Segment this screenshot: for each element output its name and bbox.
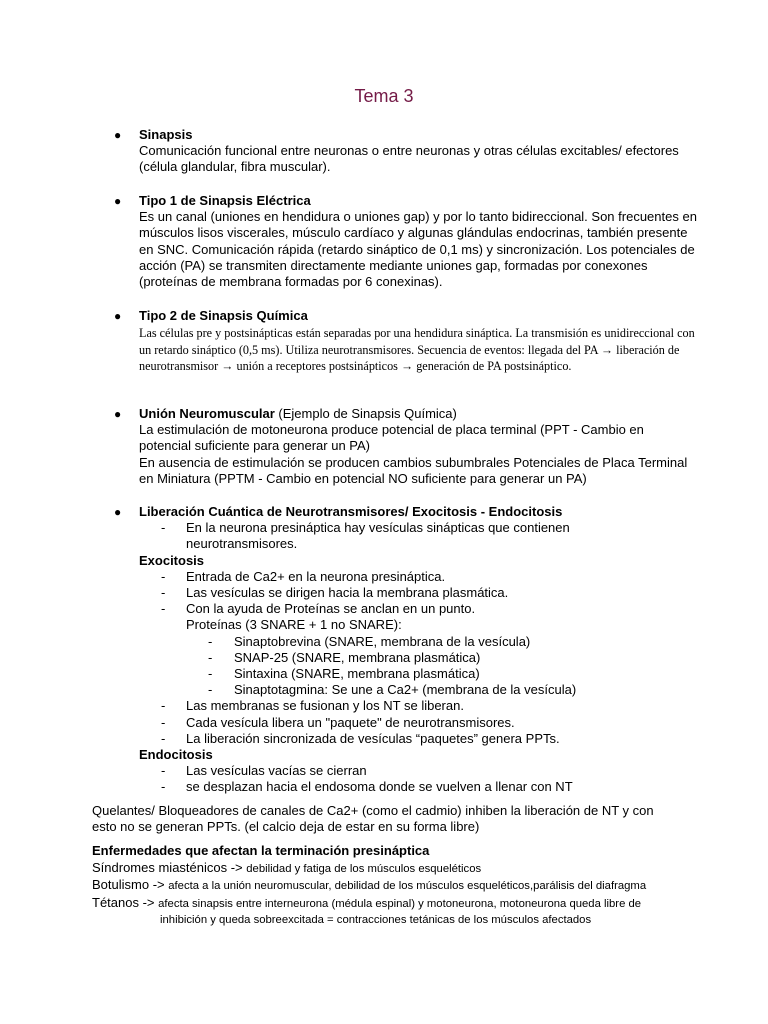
section-tipo-2 — [139, 308, 699, 375]
disease-term: Tétanos -> — [92, 894, 159, 910]
dash-icon: - — [208, 633, 213, 649]
list-item — [139, 715, 719, 731]
dash-icon: - — [208, 682, 213, 698]
endocitosis-heading: Endocitosis — [139, 747, 213, 763]
dash-icon: - — [161, 714, 166, 730]
list-item — [139, 731, 719, 747]
quelantes-paragraph: Quelantes/ Bloqueadores de canales de Ca2+ (como el cadmio) inhiben la liberación de NT y con esto no se generan PPTs. (el calcio deja de estar en su forma libre) — [92, 803, 654, 835]
list-item-text: Con la ayuda de Proteínas se anclan en un punto. — [186, 601, 476, 617]
disease-row — [92, 895, 692, 912]
disease-row — [92, 877, 692, 894]
section-body: La estimulación de motoneurona produce potencial de placa terminal (PPT - Cambio en potencial suficiente para generar un PA) — [139, 422, 644, 454]
section-heading: Liberación Cuántica de Neurotransmisores/ Exocitosis - Endocitosis — [139, 504, 563, 519]
protein-item-text: Sinaptobrevina (SNARE, membrana de la vesícula) — [234, 633, 531, 649]
bullet-icon: ● — [114, 194, 122, 208]
protein-item — [139, 634, 719, 650]
list-item-text: En la neurona presináptica hay vesículas sinápticas que contienen neurotransmisores. — [186, 520, 570, 552]
list-item-text: Las vesículas se dirigen hacia la membrana plasmática. — [186, 585, 509, 601]
protein-item — [139, 650, 719, 666]
proteins-label: Proteínas (3 SNARE + 1 no SNARE): — [186, 617, 402, 633]
section-body: Es un canal (uniones en hendidura o uniones gap) y por lo tanto bidireccional. Son frecuentes en músculos lisos viscerales, músculo cardíaco y algunas glándulas endocrinas, también presente en SNC. Comunicación rápida (retardo sináptico de 0,1 ms) y sincronización. Los potenciales de acción (PA) se transmiten directamente mediante uniones gap, formadas por conexones (proteínas de membrana formadas por 6 conexinas). — [139, 209, 697, 290]
list-item — [139, 520, 586, 552]
section-liberacion — [139, 504, 719, 796]
list-item — [139, 779, 719, 795]
list-item-text: La liberación sincronizada de vesículas “paquetes” genera PPTs. — [186, 730, 560, 746]
section-union-neuromuscular — [139, 406, 699, 487]
dash-icon: - — [161, 568, 166, 584]
bullet-icon: ● — [114, 505, 122, 519]
dash-icon: - — [208, 649, 213, 665]
bullet-icon: ● — [114, 128, 122, 142]
list-item — [139, 763, 719, 779]
enfermedades-heading: Enfermedades que afectan la terminación presináptica — [92, 843, 430, 858]
disease-desc-continuation: inhibición y queda sobreexcitada = contracciones tetánicas de los músculos afectados — [160, 913, 592, 926]
section-body: Comunicación funcional entre neuronas o entre neuronas y otras células excitables/ efectores (célula glandular, fibra muscular). — [139, 143, 679, 175]
dash-icon: - — [161, 601, 166, 617]
protein-item — [139, 682, 719, 698]
dash-icon: - — [161, 585, 166, 601]
enfermedades-section — [92, 843, 692, 928]
list-item — [139, 698, 719, 714]
protein-item-text: Sintaxina (SNARE, membrana plasmática) — [234, 666, 480, 682]
section-heading: Unión Neuromuscular — [139, 406, 275, 421]
section-sinapsis — [139, 127, 699, 176]
dash-icon: - — [161, 779, 166, 795]
page-title: Tema 3 — [354, 86, 414, 106]
section-tipo-1 — [139, 193, 699, 290]
dash-icon: - — [208, 666, 213, 682]
list-item — [139, 601, 719, 617]
section-heading: Sinapsis — [139, 127, 193, 142]
disease-row — [92, 860, 692, 877]
list-item — [139, 569, 719, 585]
protein-item-text: Sinaptotagmina: Se une a Ca2+ (membrana de la vesícula) — [234, 682, 577, 698]
section-body-2: En ausencia de estimulación se producen cambios subumbrales Potenciales de Placa Terminal en Miniatura (PPTM - Cambio en potencial NO suficiente para generar un PA) — [139, 454, 688, 486]
section-heading: Tipo 2 de Sinapsis Química — [139, 308, 308, 323]
dash-icon: - — [161, 520, 166, 536]
disease-desc: afecta a la unión neuromuscular, debilidad de los músculos esqueléticos,parálisis del diafragma — [168, 880, 647, 893]
section-heading-suffix: (Ejemplo de Sinapsis Química) — [274, 406, 457, 421]
list-item-text: se desplazan hacia el endosoma donde se vuelven a llenar con NT — [186, 779, 573, 795]
bullet-icon: ● — [114, 407, 122, 421]
dash-icon: - — [161, 730, 166, 746]
bullet-icon: ● — [114, 309, 122, 323]
list-item-text: Entrada de Ca2+ en la neurona presináptica. — [186, 568, 446, 584]
disease-term: Síndromes miasténicos -> — [92, 860, 247, 876]
list-item — [139, 585, 719, 601]
dash-icon: - — [161, 763, 166, 779]
list-item-text: Cada vesícula libera un "paquete" de neurotransmisores. — [186, 714, 515, 730]
dash-icon: - — [161, 698, 166, 714]
disease-term: Botulismo -> — [92, 877, 169, 893]
disease-desc: debilidad y fatiga de los músculos esqueléticos — [246, 863, 482, 876]
list-item-text: Las membranas se fusionan y los NT se liberan. — [186, 698, 464, 714]
section-heading: Tipo 1 de Sinapsis Eléctrica — [139, 193, 311, 208]
list-item-text: Las vesículas vacías se cierran — [186, 763, 367, 779]
exocitosis-heading: Exocitosis — [139, 552, 205, 568]
disease-desc: afecta sinapsis entre interneurona (médula espinal) y motoneurona, motoneurona queda libre de — [158, 897, 642, 910]
protein-item-text: SNAP-25 (SNARE, membrana plasmática) — [234, 649, 481, 665]
section-body: Las células pre y postsinápticas están separadas por una hendidura sináptica. La transmisión es unidireccional con un retardo sináptico (0,5 ms). Utiliza neurotransmisores. Secuencia de eventos: llegada del PA → liberación de neurotransmisor → unión a receptores postsinápticos → generación de PA postsináptico. — [139, 326, 695, 374]
protein-item — [139, 666, 719, 682]
